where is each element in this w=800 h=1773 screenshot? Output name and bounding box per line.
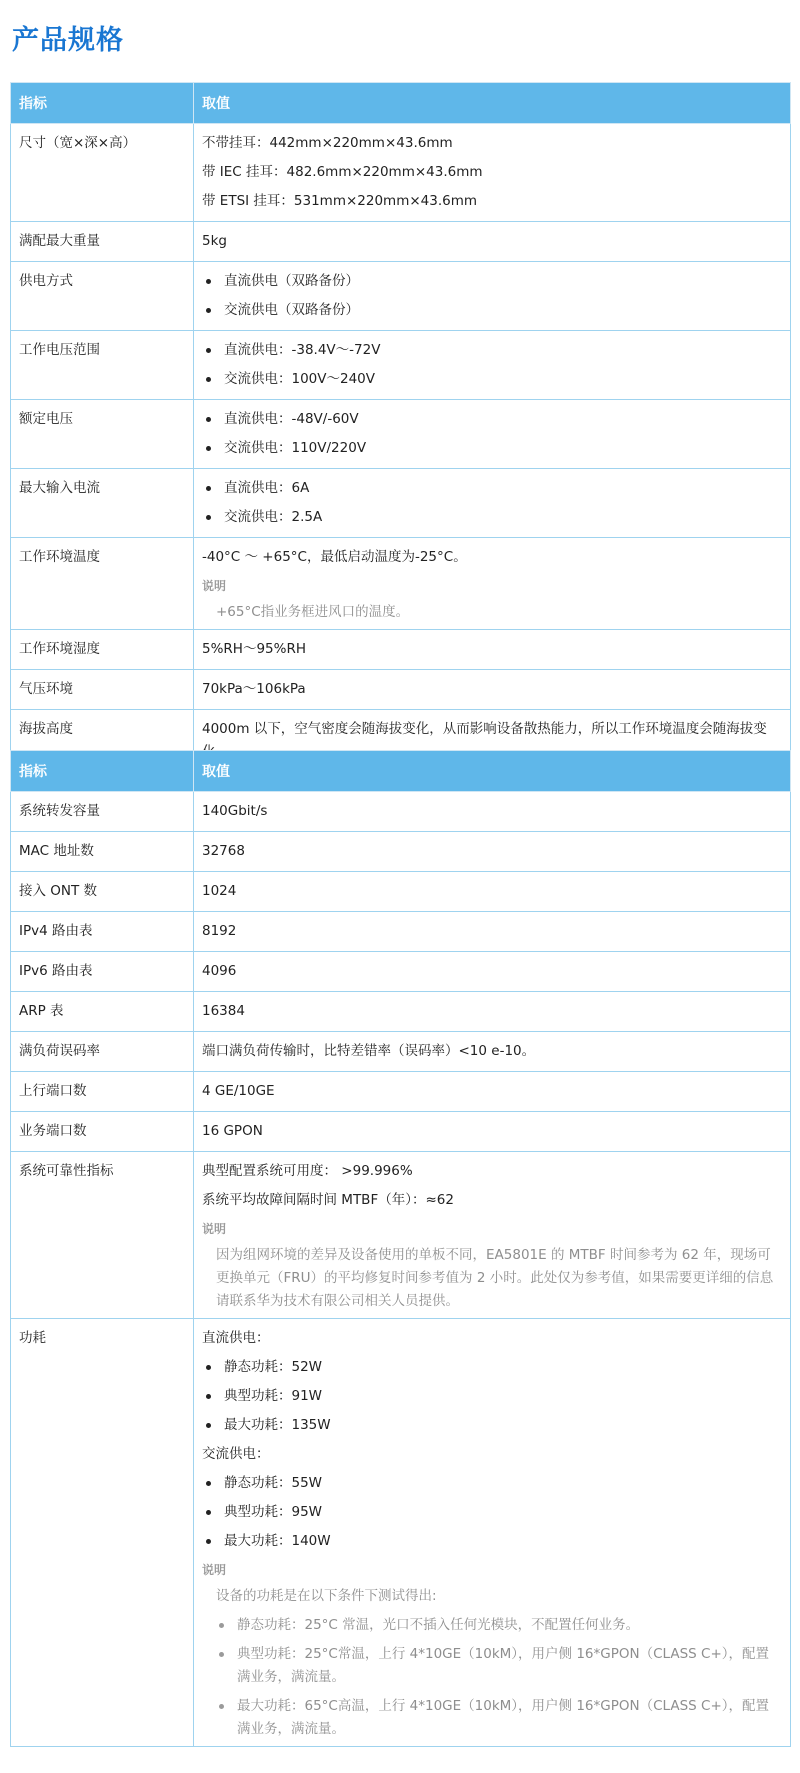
table-row — [11, 792, 791, 832]
bullet-item: 静态功耗：52W — [202, 1353, 782, 1382]
row-value — [194, 222, 791, 262]
value-line: 系统平均故障间隔时间 MTBF（年）：≈62 — [202, 1192, 454, 1208]
note-bullet: 最大功耗：65°C高温，上行 4*10GE（10kM），用户侧 16*GPON（CLASS C+），配置满业务，满流量。 — [202, 1695, 782, 1741]
table-row — [11, 670, 791, 710]
row-key: 满配最大重量 — [11, 222, 194, 262]
table-row — [11, 124, 791, 222]
table-row — [11, 1032, 791, 1072]
row-value — [194, 1152, 791, 1319]
table-row — [11, 1112, 791, 1152]
row-key: 气压环境 — [11, 670, 194, 710]
row-value: 端口满负荷传输时，比特差错率（误码率）<10 e-10。 — [194, 1032, 791, 1072]
value-line: -40°C ～ +65°C，最低启动温度为-25°C。 — [202, 549, 467, 565]
value-line: 带 IEC 挂耳：482.6mm×220mm×43.6mm — [202, 164, 483, 180]
row-key: ARP 表 — [11, 992, 194, 1032]
dc-label: 直流供电： — [202, 1330, 270, 1346]
bullet-item: 直流供电：6A — [202, 474, 782, 503]
row-key: 工作环境湿度 — [11, 630, 194, 670]
row-key: 额定电压 — [11, 400, 194, 469]
note-label: 说明 — [202, 1563, 227, 1577]
row-key: 上行端口数 — [11, 1072, 194, 1112]
row-key: 功耗 — [11, 1319, 194, 1747]
row-key: 供电方式 — [11, 262, 194, 331]
header-value: 取值 — [194, 83, 791, 124]
value-line: 带 ETSI 挂耳：531mm×220mm×43.6mm — [202, 193, 478, 209]
table-row — [11, 952, 791, 992]
row-value — [194, 630, 791, 670]
row-key: 海拔高度 — [11, 710, 194, 770]
table-row — [11, 331, 791, 400]
table-row — [11, 872, 791, 912]
bullet-item: 最大功耗：140W — [202, 1527, 782, 1556]
value-line: 5kg — [202, 233, 227, 249]
header-metric: 指标 — [11, 83, 194, 124]
table-row — [11, 469, 791, 538]
bullet-item: 交流供电（双路备份） — [202, 296, 782, 325]
bullet-item: 直流供电（双路备份） — [202, 267, 782, 296]
ac-label: 交流供电： — [202, 1446, 270, 1462]
table-row — [11, 832, 791, 872]
bullet-item: 最大功耗：135W — [202, 1411, 782, 1440]
table-row — [11, 992, 791, 1032]
header-value: 取值 — [194, 751, 791, 792]
bullet-item: 典型功耗：95W — [202, 1498, 782, 1527]
bullet-item: 静态功耗：55W — [202, 1469, 782, 1498]
row-value: 32768 — [194, 832, 791, 872]
row-value — [194, 1319, 791, 1747]
row-value — [194, 400, 791, 469]
performance-spec-table — [10, 750, 791, 1747]
row-key: IPv4 路由表 — [11, 912, 194, 952]
row-value: 4096 — [194, 952, 791, 992]
note-bullet: 典型功耗：25°C常温，上行 4*10GE（10kM），用户侧 16*GPON（CLASS C+），配置满业务，满流量。 — [202, 1643, 782, 1689]
note-text: 因为组网环境的差异及设备使用的单板不同，EA5801E 的 MTBF 时间参考为 62 年，现场可更换单元（FRU）的平均修复时间参考值为 2 小时。此处仅为参考值，如果需要更详细的信息请联系华为技术有限公司相关人员提供。 — [216, 1247, 774, 1309]
row-key: 接入 ONT 数 — [11, 872, 194, 912]
bullet-item: 交流供电：100V～240V — [202, 365, 782, 394]
table-row — [11, 222, 791, 262]
table-row — [11, 912, 791, 952]
row-value: 16 GPON — [194, 1112, 791, 1152]
row-key: 工作电压范围 — [11, 331, 194, 400]
row-key: 系统可靠性指标 — [11, 1152, 194, 1319]
row-key: MAC 地址数 — [11, 832, 194, 872]
row-value: 4 GE/10GE — [194, 1072, 791, 1112]
value-line: 不带挂耳：442mm×220mm×43.6mm — [202, 135, 453, 151]
row-value: 16384 — [194, 992, 791, 1032]
table-row — [11, 262, 791, 331]
bullet-item: 典型功耗：91W — [202, 1382, 782, 1411]
note-text: 设备的功耗是在以下条件下测试得出: — [216, 1588, 437, 1604]
row-value — [194, 469, 791, 538]
row-value — [194, 670, 791, 710]
bullet-item: 交流供电：2.5A — [202, 503, 782, 532]
row-value — [194, 124, 791, 222]
row-value: 1024 — [194, 872, 791, 912]
row-key: 系统转发容量 — [11, 792, 194, 832]
note-bullet: 静态功耗：25°C 常温，光口不插入任何光模块，不配置任何业务。 — [202, 1614, 782, 1637]
table-row — [11, 538, 791, 630]
value-line: 5%RH～95%RH — [202, 641, 306, 657]
table-row — [11, 400, 791, 469]
note-label: 说明 — [202, 579, 227, 593]
value-line: 70kPa～106kPa — [202, 681, 306, 697]
row-value — [194, 331, 791, 400]
row-value: 140Gbit/s — [194, 792, 791, 832]
bullet-item: 交流供电：110V/220V — [202, 434, 782, 463]
row-key: 业务端口数 — [11, 1112, 194, 1152]
table-row — [11, 630, 791, 670]
note-label: 说明 — [202, 1222, 227, 1236]
row-key: 满负荷误码率 — [11, 1032, 194, 1072]
row-value — [194, 262, 791, 331]
bullet-item: 直流供电：-38.4V～-72V — [202, 336, 782, 365]
value-line: 4000m 以下，空气密度会随海拔变化，从而影响设备散热能力，所以工作环境温度会随海拔变 — [202, 721, 767, 737]
row-value: 8192 — [194, 912, 791, 952]
bullet-item: 直流供电：-48V/-60V — [202, 405, 782, 434]
header-metric: 指标 — [11, 751, 194, 792]
physical-spec-table — [10, 82, 791, 770]
table-row — [11, 1072, 791, 1112]
value-line: 典型配置系统可用度： >99.996% — [202, 1163, 413, 1179]
row-value — [194, 538, 791, 630]
table-row — [11, 1319, 791, 1747]
row-key: 工作环境温度 — [11, 538, 194, 630]
row-key: IPv6 路由表 — [11, 952, 194, 992]
page-title: 产品规格 — [12, 25, 124, 56]
table-row — [11, 1152, 791, 1319]
row-key: 尺寸（宽×深×高） — [11, 124, 194, 222]
row-key: 最大输入电流 — [11, 469, 194, 538]
note-text: +65°C指业务框进风口的温度。 — [216, 604, 410, 620]
